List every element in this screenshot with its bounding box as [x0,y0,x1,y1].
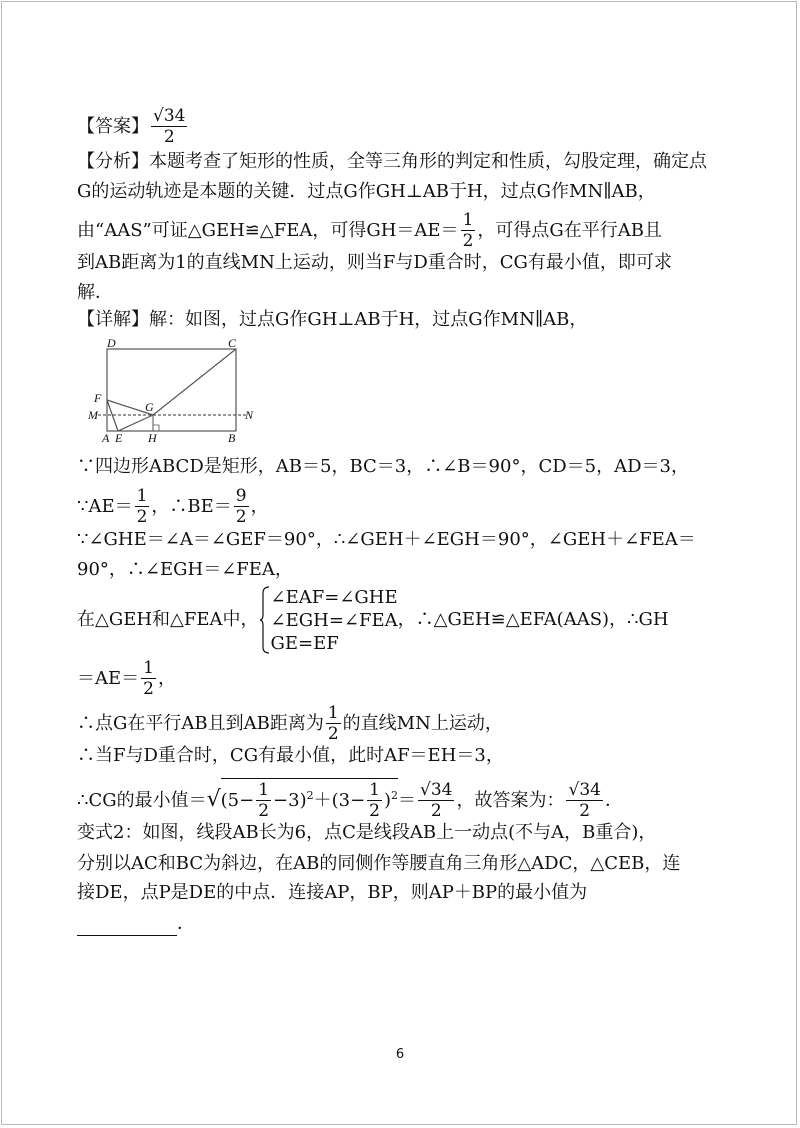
fraction-answer: $\frac{√34}{2}$ [568,780,601,821]
label-n: N [245,408,254,422]
solution-line-5: 在△GEH和△FEA中， ∠EAF=∠GHE ∠EGH=∠FEA GE=EF ，∴△GEH≌△EFA(AAS)，∴GH [77,586,669,654]
fraction-distance: $\frac{1}{2}$ [327,703,339,744]
fraction-half-1: $\frac{1}{2}$ [258,780,270,821]
segment-eg [118,415,153,431]
label-e: E [115,431,123,445]
label-h: H [148,431,157,445]
fraction-half-2: $\frac{1}{2}$ [369,780,380,821]
solution-line-2: ∵AE＝ $\frac{1}{2}$ ，∴BE＝ $\frac{9}{2}$ ， [77,486,269,527]
detail-line-1: 【详解】解：如图，过点G作GH⊥AB于H，过点G作MN∥AB， [77,309,588,330]
solution-line-9: ∴CG的最小值＝√(5− $\frac{1}{2}$ −3)$^2$＋(3− $\frac{1}{2}$ )$^2$＝ $\frac{√34}{2}$ ，故答案为： $\frac{√34}{2}$ ． [77,780,623,821]
analysis-line-1: 【分析】本题考查了矩形的性质，全等三角形的判定和性质，勾股定理，确定点 [77,151,707,172]
answer-fraction: $\frac{√34}{2}$ [153,106,186,147]
label-b: B [228,431,236,445]
variant-line-2: 分别以AC和BC为斜边，在AB的同侧作等腰直角三角形△ADC，△CEB，连 [77,853,681,874]
solution-line-8: ∴当F与D重合时，CG有最小值，此时AF＝EH＝3， [77,745,504,766]
segment-gc [153,349,236,415]
variant-line-4: ． [77,912,744,936]
fraction-result: $\frac{√34}{2}$ [420,780,453,821]
brace-icon [259,585,271,655]
fraction-be: $\frac{9}{2}$ [235,486,247,527]
label-d: D [107,336,116,350]
answer-label: 【答案】 [77,116,149,137]
label-g: G [145,400,154,414]
variant-line-1: 变式2：如图，线段AB长为6，点C是线段AB上一动点(不与A，B重合)， [77,822,657,843]
fraction-gh: $\frac{1}{2}$ [143,658,154,699]
answer-blank [77,917,177,936]
fraction-ae: $\frac{1}{2}$ [136,486,148,527]
equation-system: ∠EAF=∠GHE ∠EGH=∠FEA GE=EF [270,586,398,654]
analysis-line-5: 解． [77,282,113,303]
label-c: C [228,336,237,350]
detail-label: 【详解】 [77,309,149,330]
label-m: M [88,408,98,422]
sqrt-radicand: (5− $\frac{1}{2}$ −3)$^2$＋(3− $\frac{1}{2}$ )$^2$ [220,780,399,821]
page-number: 6 [395,1047,405,1062]
solution-line-1: ∵四边形ABCD是矩形，AB＝5，BC＝3，∴∠B＝90°，CD＝5，AD＝3， [77,456,689,477]
geometry-figure [88,336,268,446]
analysis-label: 【分析】 [77,151,149,172]
answer-line [77,108,744,146]
label-a: A [102,431,110,445]
solution-line-4: 90°，∴∠EGH＝∠FEA， [77,559,293,580]
variant-line-3: 接DE，点P是DE的中点．连接AP，BP，则AP＋BP的最小值为 [77,882,588,903]
analysis-line-2: G的运动轨迹是本题的关键．过点G作GH⊥AB于H，过点G作MN∥AB， [77,181,656,202]
fraction-half: $\frac{1}{2}$ [462,210,474,251]
label-f: F [94,391,102,405]
analysis-line-4: 到AB距离为1的直线MN上运动，则当F与D重合时，CG有最小值，即可求 [77,252,672,273]
solution-line-7: ∴点G在平行AB且到AB距离为 $\frac{1}{2}$ 的直线MN上运动， [77,703,503,744]
solution-line-6: ＝AE＝ $\frac{1}{2}$ ， [77,658,176,699]
solution-line-3: ∵∠GHE＝∠A＝∠GEF＝90°，∴∠GEH＋∠EGH＝90°，∠GEH＋∠FEA＝ [77,529,696,550]
sqrt-icon: √ [206,787,221,812]
rectangle-abcd [107,349,236,431]
analysis-line-3: 由“AAS”可证△GEH≌△FEA，可得GH＝AE＝ $\frac{1}{2}$ ，可得点G在平行AB且 [77,210,662,251]
